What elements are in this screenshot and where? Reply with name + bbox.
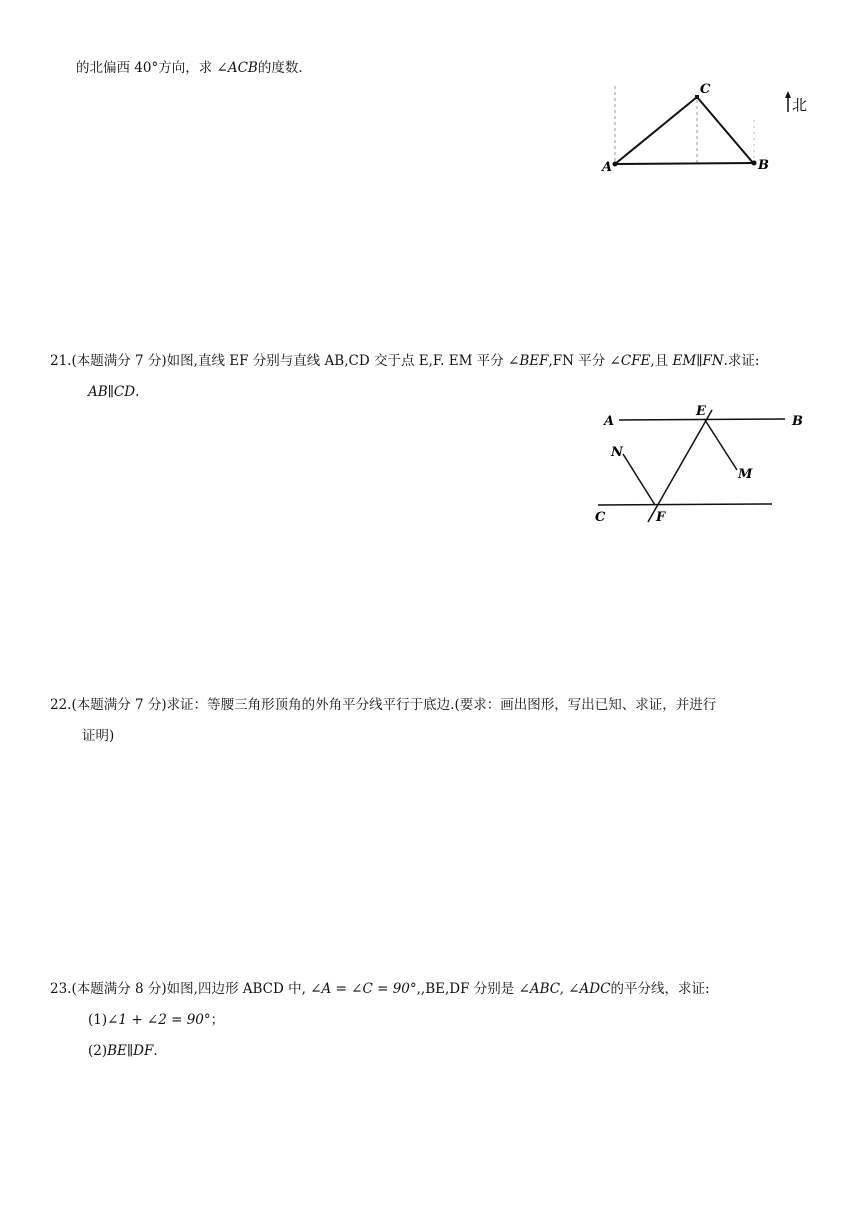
- q21-line-ab: [619, 419, 785, 420]
- q21-ray-em: [705, 420, 737, 470]
- q20-point-c: [695, 95, 699, 99]
- q23-text-b: ,,BE,DF 分别是: [416, 981, 519, 997]
- q20-text-line: [76, 59, 303, 77]
- q21-label-e: E: [696, 404, 706, 419]
- q21-label-b: B: [792, 414, 803, 429]
- q20-label-b: B: [758, 158, 769, 173]
- q20-math: ∠ACB: [216, 60, 258, 76]
- q20-label-a: A: [602, 160, 613, 175]
- q20-text-b: 的度数.: [257, 60, 303, 76]
- q20-north-label: 北: [792, 96, 808, 114]
- q20-side-ab: [615, 163, 754, 164]
- q21-math-3: EM∥FN: [672, 353, 724, 369]
- q21-label-m: M: [738, 467, 753, 482]
- q21-label-n: N: [611, 445, 623, 460]
- q22-text-line1: 22.(本题满分 7 分)求证：等腰三角形顶角的外角平分线平行于底边.(要求：画出图形，写出已知、求证，并进行: [50, 697, 717, 713]
- q20-triangle: [615, 97, 754, 164]
- q21-label-c: C: [595, 510, 606, 524]
- q23-part2-num: (2): [88, 1043, 108, 1059]
- q21-figure: [592, 404, 812, 524]
- q21-ray-fn: [623, 454, 655, 505]
- q21-text-a: 21.(本题满分 7 分)如图,直线 EF 分别与直线 AB,CD 交于点 E,F. EM 平分: [50, 353, 509, 369]
- q20-point-b: [752, 161, 757, 166]
- q20-figure: [596, 80, 816, 180]
- q23-text-line1: [50, 980, 710, 998]
- q23-part2-end: .: [153, 1043, 158, 1059]
- q21-math-1: ∠BEF: [508, 353, 549, 369]
- q21-label-f: F: [656, 510, 666, 524]
- q21-text-line2: [88, 383, 139, 401]
- q21-text-d: .求证:: [723, 353, 760, 369]
- q20-point-a: [613, 162, 618, 167]
- q21-text-c: ,且: [650, 353, 673, 369]
- q21-label-a: A: [604, 414, 615, 429]
- q20-text-a: 的北偏西 40°方向，求: [76, 60, 217, 76]
- q23-text-c: 的平分线，求证:: [610, 981, 710, 997]
- q21-text-end: .: [135, 384, 140, 400]
- q23-part2: [88, 1042, 158, 1060]
- q23-text-a: 23.(本题满分 8 分)如图,四边形 ABCD 中,: [50, 981, 311, 997]
- q20-label-c: C: [700, 82, 711, 97]
- north-arrowhead-icon: [785, 91, 791, 98]
- q23-math-2: ∠ABC, ∠ADC: [518, 981, 611, 997]
- q21-math-4: AB∥CD: [88, 384, 136, 400]
- q21-math-2: ∠CFE: [609, 353, 651, 369]
- q21-text-b: ,FN 平分: [548, 353, 610, 369]
- q22-text-line2: 证明): [82, 728, 115, 744]
- q23-math-1: ∠A = ∠C = 90°: [310, 981, 417, 997]
- q21-line-cd: [598, 504, 772, 505]
- q23-part1-end: ；: [210, 1012, 225, 1028]
- q21-text-line1: [50, 352, 759, 370]
- q23-part1: [88, 1011, 224, 1029]
- q23-part2-math: BE∥DF: [107, 1043, 154, 1059]
- q23-part1-num: (1): [88, 1012, 108, 1028]
- q23-part1-math: ∠1 + ∠2 = 90°: [107, 1012, 211, 1028]
